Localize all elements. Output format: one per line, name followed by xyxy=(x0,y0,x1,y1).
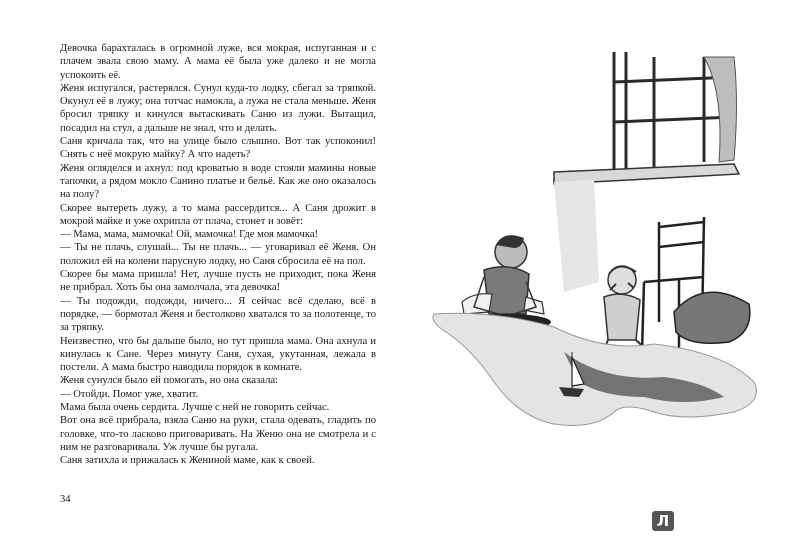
publisher-logo: Л xyxy=(652,511,674,531)
illustration-children-puddle xyxy=(404,52,772,482)
dialogue-line: — Ты не плачь, слушай... Ты не плачь... — уговаривал её Женя. Он положил ей на колени парусную лодку, но Саня сбросила её на пол. xyxy=(60,242,376,267)
paragraph: Саня затихла и прижалась к Жениной маме, как к своей. xyxy=(60,455,315,467)
paragraph: Саня кричала так, что на улице было слышно. Вот так успоконил! Снять с неё мокрую майку? А что надеть? xyxy=(60,136,376,161)
paragraph: Неизвестно, что бы дальше было, но тут пришла мама. Она ахнула и кинулась к Сане. Через минуту Саня, сухая, укутанная, лежала в постели. А мама быстро наводила порядок в комнате. xyxy=(60,335,376,374)
dialogue-line: — Ты подожди, подожди, ничего... Я сейчас всё сделаю, всё в порядке, — бормотал Женя и бестолково хватался то за полотенце, то за тряпку. xyxy=(60,295,376,334)
paragraph: Скорее бы мама пришла! Нет, лучше пусть не приходит, пока Женя не прибрал. Хоть бы она замолчала, эта девочка! xyxy=(60,269,376,294)
paragraph: Вот она всё прибрала, взяла Саню на руки, стала одевать, гладить по головке, что-то ласково приговаривать. На Женю она не смотрела и с ним не разговаривала. Уж лучше бы ругала. xyxy=(60,415,376,453)
boy-figure xyxy=(462,235,544,317)
dialogue-line: — Мама, мама, мамочка! Ой, мамочка! Где моя мамочка! xyxy=(60,229,319,241)
page-number: 34 xyxy=(60,494,71,505)
paragraph: Девочка барахталась в огромной луже, вся мокрая, испуганная и с плачем звала свою маму. А мама её была уже далеко и не могла успокоить её. xyxy=(60,43,376,81)
paragraph: Женя сунулся было ей помогать, но она сказала: xyxy=(60,375,279,387)
paragraph: Женя испугался, растерялся. Сунул куда-то лодку, сбегал за тряпкой. Окунул её в лужу; она тотчас намокла, а лужа не стала меньше. Женя бросил тряпку и кинулся вытаскивать Саню из лужи. Вытащил, посадил на стул, а дальше не знал, что и делать. xyxy=(60,82,376,134)
dialogue-line: — Отойди. Помог уже, хватит. xyxy=(60,388,199,400)
paragraph: Женя огляделся и ахнул: под кроватью в воде стояли мамины новые тапочки, а рядом мокло Санино платье и бельё. Как же оно оказалось на полу? xyxy=(60,162,376,201)
paragraph: Скорее вытереть лужу, а то мама рассердится... А Саня дрожит в мокрой майке и уже охрипла от плача, стонет и зовёт: xyxy=(60,202,376,227)
story-text xyxy=(60,42,376,468)
paragraph: Мама была очень сердита. Лучше с ней не говорить сейчас. xyxy=(60,402,330,414)
hat xyxy=(674,292,750,343)
